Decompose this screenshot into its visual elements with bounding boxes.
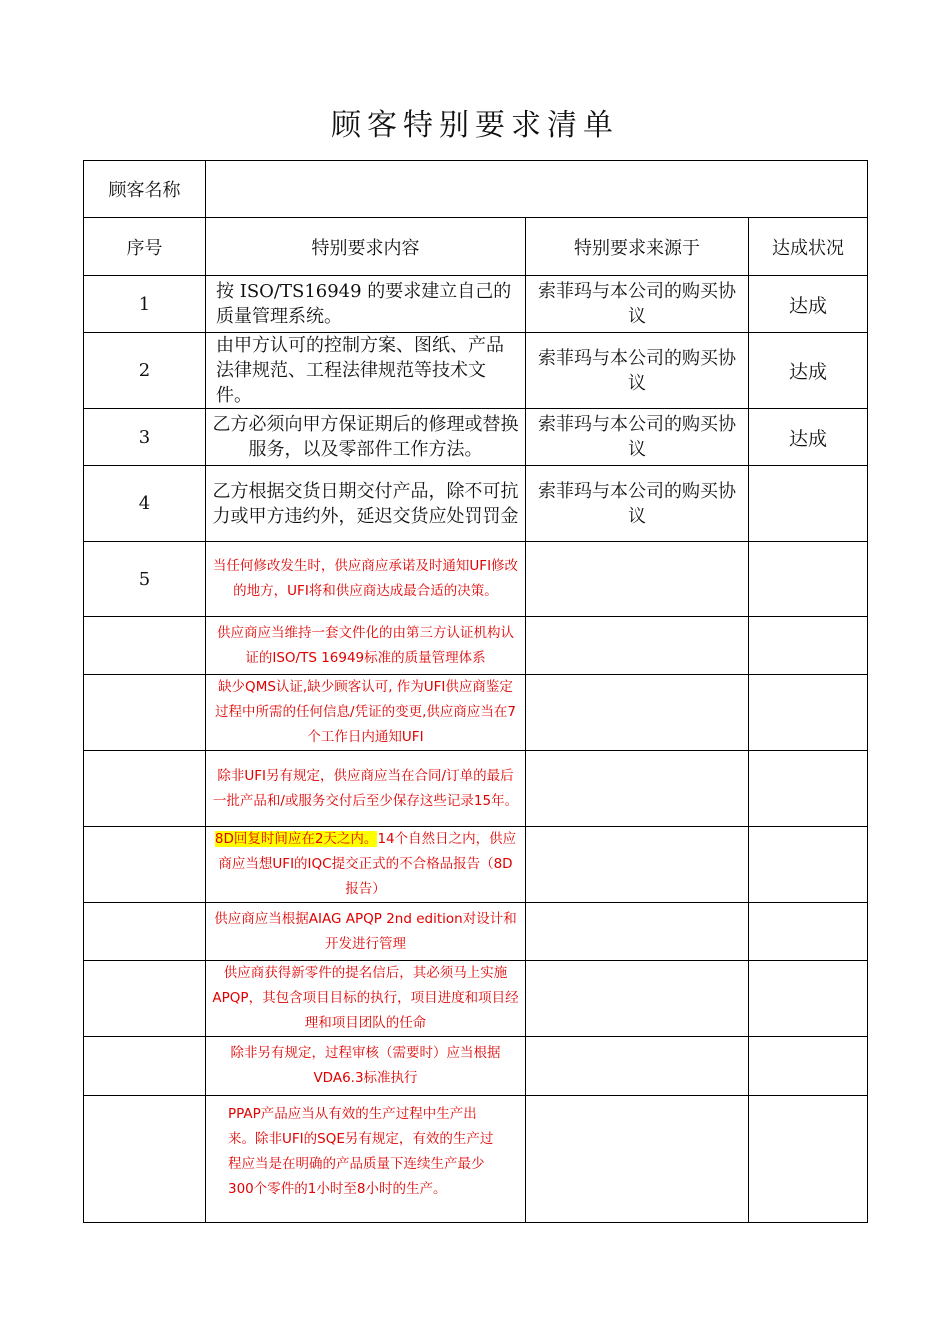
table-row [84,827,868,903]
customer-label: 顾客名称 [84,161,206,218]
row-content: 由甲方认可的控制方案、图纸、产品法律规范、工程法律规范等技术文件。 [206,333,526,409]
row-number [84,1096,206,1223]
row-content-rest: 14个自然日之内，供应商应当想UFI的IQC提交正式的不合格品报告（8D报告） [218,831,517,897]
row-status: 达成 [749,409,868,466]
row-content: 当任何修改发生时，供应商应承诺及时通知UFI修改的地方，UFI将和供应商达成最合适的决策。 [206,542,526,617]
row-status [749,675,868,751]
customer-row [84,161,868,218]
highlighted-text: 8D回复时间应在2天之内。 [214,831,378,847]
header-row [84,218,868,276]
header-content: 特别要求内容 [206,218,526,276]
row-number [84,1037,206,1096]
row-number: 3 [84,409,206,466]
row-number [84,903,206,961]
requirements-table [83,160,868,1223]
row-source: 索菲玛与本公司的购买协议 [526,466,749,542]
row-status [749,466,868,542]
row-source [526,827,749,903]
row-content: 缺少QMS认证,缺少顾客认可, 作为UFI供应商鉴定过程中所需的任何信息/凭证的变更,供应商应当在7个工作日内通知UFI [206,675,526,751]
row-number: 4 [84,466,206,542]
row-content: 按 ISO/TS16949 的要求建立自己的质量管理系统。 [206,276,526,333]
table-row [84,276,868,333]
row-status: 达成 [749,276,868,333]
row-status [749,961,868,1037]
row-number [84,751,206,827]
table-row [84,675,868,751]
header-no: 序号 [84,218,206,276]
header-source: 特别要求来源于 [526,218,749,276]
row-source [526,1096,749,1223]
customer-value [206,161,868,218]
row-content: 乙方根据交货日期交付产品，除不可抗力或甲方违约外，延迟交货应处罚罚金 [206,466,526,542]
row-source: 索菲玛与本公司的购买协议 [526,276,749,333]
row-content: 乙方必须向甲方保证期后的修理或替换服务，以及零部件工作方法。 [206,409,526,466]
table-row [84,903,868,961]
row-status: 达成 [749,333,868,409]
row-status [749,903,868,961]
table-row [84,542,868,617]
table-row [84,751,868,827]
row-content: 除非UFI另有规定，供应商应当在合同/订单的最后一批产品和/或服务交付后至少保存这些记录15年。 [206,751,526,827]
row-number: 2 [84,333,206,409]
table-row [84,1096,868,1223]
row-source: 索菲玛与本公司的购买协议 [526,333,749,409]
row-number [84,961,206,1037]
row-number [84,617,206,675]
row-source: 索菲玛与本公司的购买协议 [526,409,749,466]
row-content: 供应商应当维持一套文件化的由第三方认证机构认证的ISO/TS 16949标准的质量管理体系 [206,617,526,675]
row-source [526,675,749,751]
table-row [84,1037,868,1096]
page-title: 顾客特别要求清单 [331,108,619,143]
header-status: 达成状况 [749,218,868,276]
row-content [206,827,526,903]
row-content: PPAP产品应当从有效的生产过程中生产出来。除非UFI的SQE另有规定，有效的生产过程应当是在明确的产品质量下连续生产最少300个零件的1小时至8小时的生产。 [206,1096,526,1223]
table-row [84,333,868,409]
row-status [749,827,868,903]
row-source [526,903,749,961]
row-source [526,1037,749,1096]
row-content: 除非另有规定，过程审核（需要时）应当根据VDA6.3标准执行 [206,1037,526,1096]
table-row [84,466,868,542]
table-row [84,617,868,675]
row-status [749,617,868,675]
row-status [749,542,868,617]
table-row [84,961,868,1037]
row-content: 供应商获得新零件的提名信后，其必须马上实施APQP，其包含项目目标的执行，项目进度和项目经理和项目团队的任命 [206,961,526,1037]
row-number [84,827,206,903]
row-source [526,542,749,617]
row-number [84,675,206,751]
row-source [526,617,749,675]
row-status [749,751,868,827]
table-row [84,409,868,466]
row-number: 5 [84,542,206,617]
row-number: 1 [84,276,206,333]
row-source [526,961,749,1037]
row-source [526,751,749,827]
row-status [749,1096,868,1223]
row-content: 供应商应当根据AIAG APQP 2nd edition对设计和开发进行管理 [206,903,526,961]
row-status [749,1037,868,1096]
